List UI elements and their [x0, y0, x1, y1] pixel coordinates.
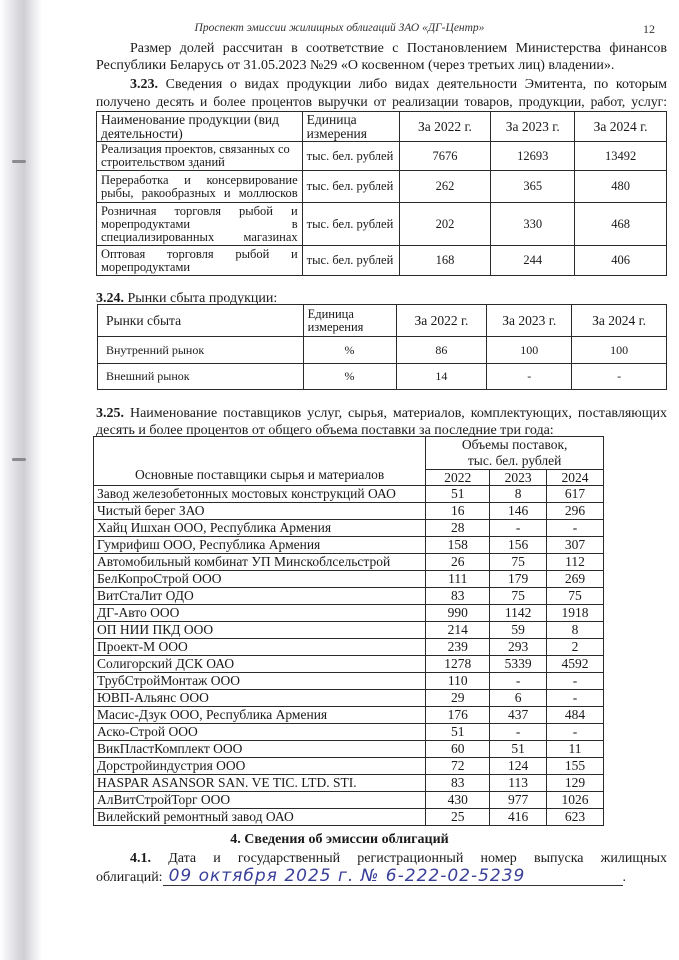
cell-name: ВитСтаЛит ОДО: [94, 588, 426, 605]
cell-value: 1026: [547, 792, 604, 809]
table-row: [94, 554, 604, 571]
cell-name: Солигорский ДСК ОАО: [94, 656, 426, 673]
cell-unit: тыс. бел. рублей: [302, 171, 399, 203]
header-cell-volume: [426, 437, 604, 470]
table-row: [97, 246, 667, 276]
cell-value: -: [490, 520, 547, 537]
table-row: [94, 520, 604, 537]
cell-unit: %: [303, 364, 396, 390]
cell-name: HASPAR ASANSOR SAN. VE TIC. LTD. STI.: [94, 775, 426, 792]
cell-unit: тыс. бел. рублей: [302, 203, 399, 246]
cell-value: 176: [426, 707, 490, 724]
header-cell: Единица измерения: [303, 305, 396, 337]
cell-value: -: [547, 690, 604, 707]
section-text: Наименование поставщиков услуг, сырья, материалов, комплектующих, поставляющих: [129, 406, 667, 421]
cell-value: 307: [547, 537, 604, 554]
cell-name: Оптовая торговля рыбой и морепродуктами: [97, 246, 303, 276]
cell-name: Дорстройиндустрия ООО: [94, 758, 426, 775]
header-cell: За 2023 г.: [491, 112, 575, 142]
cell-value: 158: [426, 537, 490, 554]
cell-name: Гумрифиш ООО, Республика Армения: [94, 537, 426, 554]
table-row: [94, 537, 604, 554]
cell-value: 83: [426, 588, 490, 605]
cell-value: 990: [426, 605, 490, 622]
table-row: [94, 486, 604, 503]
cell-value: -: [547, 520, 604, 537]
cell-value: 14: [396, 364, 487, 390]
page-number: 12: [643, 22, 655, 36]
field-label: облигаций:: [96, 870, 163, 885]
cell-value: 75: [490, 588, 547, 605]
cell-value: 977: [490, 792, 547, 809]
cell-value: 86: [396, 337, 487, 364]
cell-value: 129: [547, 775, 604, 792]
cell-unit: %: [303, 337, 396, 364]
cell-value: 100: [572, 337, 667, 364]
section-text: Рынки сбыта продукции:: [127, 291, 278, 306]
punch-mark: [12, 458, 26, 461]
header-cell: За 2022 г.: [399, 112, 491, 142]
cell-value: 179: [490, 571, 547, 588]
header-text: Объемы поставок,: [461, 437, 568, 452]
table-row: [94, 673, 604, 690]
table-row: [94, 622, 604, 639]
cell-value: 239: [426, 639, 490, 656]
cell-name: Аско-Строй ООО: [94, 724, 426, 741]
cell-value: 5339: [490, 656, 547, 673]
cell-name: АлВитСтройТорг ООО: [94, 792, 426, 809]
cell-value: 13492: [575, 142, 667, 171]
cell-value: 51: [426, 486, 490, 503]
section-number: 3.23.: [130, 77, 158, 92]
table-row: [94, 707, 604, 724]
header-cell: Рынки сбыта: [98, 305, 304, 337]
sales-markets-table: [97, 304, 667, 390]
cell-value: 244: [491, 246, 575, 276]
cell-value: 124: [490, 758, 547, 775]
cell-value: 12693: [491, 142, 575, 171]
table-row: [94, 639, 604, 656]
cell-value: 110: [426, 673, 490, 690]
cell-value: 1142: [490, 605, 547, 622]
cell-name: ВикПластКомплект ООО: [94, 741, 426, 758]
cell-value: 75: [547, 588, 604, 605]
table-row: [94, 775, 604, 792]
section-text: десять и более процентов от общего объема поставки за последние три года:: [96, 423, 554, 438]
table-header-row: [94, 437, 604, 470]
cell-value: 262: [399, 171, 491, 203]
cell-value: 2: [547, 639, 604, 656]
cell-value: 60: [426, 741, 490, 758]
cell-name: Переработка и консервирование рыбы, ракообразных и моллюсков: [97, 171, 303, 203]
revenue-by-activity-table: [96, 111, 667, 276]
cell-value: 437: [490, 707, 547, 724]
cell-name: ЮВП-Альянс ООО: [94, 690, 426, 707]
cell-value: 6: [490, 690, 547, 707]
cell-value: 480: [575, 171, 667, 203]
cell-name: Хайц Ишхан ООО, Республика Армения: [94, 520, 426, 537]
section-4-1: [96, 850, 667, 886]
supplier-rows: [94, 486, 604, 826]
section-4-title: 4. Сведения об эмиссии облигаций: [230, 832, 449, 847]
year-cell: 2022: [426, 470, 490, 486]
cell-value: 484: [547, 707, 604, 724]
cell-value: 623: [547, 809, 604, 826]
cell-name: БелКопроСтрой ООО: [94, 571, 426, 588]
cell-name: Автомобильный комбинат УП Минскоблсельстрой: [94, 554, 426, 571]
cell-value: -: [547, 673, 604, 690]
cell-value: 72: [426, 758, 490, 775]
cell-value: 113: [490, 775, 547, 792]
cell-name: Внутренний рынок: [98, 337, 304, 364]
table-row: [94, 758, 604, 775]
cell-value: -: [487, 364, 572, 390]
cell-value: 214: [426, 622, 490, 639]
section-3-23-text: [96, 76, 667, 110]
cell-value: 416: [490, 809, 547, 826]
trailing-period: .: [622, 870, 626, 885]
suppliers-table: [93, 436, 604, 826]
cell-name: ТрубСтройМонтаж ООО: [94, 673, 426, 690]
registration-line: [96, 867, 626, 886]
year-cell: 2024: [547, 470, 604, 486]
header-cell: За 2023 г.: [487, 305, 572, 337]
header-cell: За 2022 г.: [396, 305, 487, 337]
cell-value: -: [490, 673, 547, 690]
section-number: 3.25.: [96, 406, 124, 421]
cell-value: 1918: [547, 605, 604, 622]
cell-unit: тыс. бел. рублей: [302, 142, 399, 171]
cell-value: 7676: [399, 142, 491, 171]
cell-value: -: [490, 724, 547, 741]
header-cell: За 2024 г.: [572, 305, 667, 337]
cell-value: 293: [490, 639, 547, 656]
section-text: Сведения о видах продукции либо видах деятельности Эмитента, по которым: [165, 77, 667, 92]
cell-name: Масис-Дзук ООО, Республика Армения: [94, 707, 426, 724]
table-row: [94, 588, 604, 605]
intro-line-2: Республики Беларусь от 31.05.2023 №29 «О косвенном (через третьих лиц) владении».: [96, 58, 615, 73]
table-row: [94, 809, 604, 826]
cell-value: 406: [575, 246, 667, 276]
cell-name: Проект-М ООО: [94, 639, 426, 656]
cell-value: 51: [426, 724, 490, 741]
cell-name: Внешний рынок: [98, 364, 304, 390]
cell-value: 111: [426, 571, 490, 588]
table-row: [94, 690, 604, 707]
cell-name: Розничная торговля рыбой и морепродуктами в специализированных магазинах: [97, 203, 303, 246]
cell-value: 100: [487, 337, 572, 364]
cell-value: 28: [426, 520, 490, 537]
cell-name: ДГ-Авто ООО: [94, 605, 426, 622]
handwritten-registration: 09 октября 2025 г. № 6-222-02-5239: [163, 867, 623, 886]
intro-paragraph: [96, 40, 667, 74]
cell-value: 8: [490, 486, 547, 503]
cell-value: 202: [399, 203, 491, 246]
cell-value: 8: [547, 622, 604, 639]
cell-value: 296: [547, 503, 604, 520]
section-number: 3.24.: [96, 291, 124, 306]
cell-value: 11: [547, 741, 604, 758]
cell-value: 75: [490, 554, 547, 571]
table-row: [94, 792, 604, 809]
cell-value: 155: [547, 758, 604, 775]
cell-value: 25: [426, 809, 490, 826]
cell-value: 29: [426, 690, 490, 707]
table-header-row: [98, 305, 667, 337]
cell-value: 168: [399, 246, 491, 276]
cell-value: -: [547, 724, 604, 741]
cell-name: Завод железобетонных мостовых конструкций ОАО: [94, 486, 426, 503]
cell-value: 16: [426, 503, 490, 520]
cell-value: 1278: [426, 656, 490, 673]
running-header: Проспект эмиссии жилищных облигаций ЗАО «ДГ-Центр»: [194, 22, 485, 34]
cell-name: Чистый берег ЗАО: [94, 503, 426, 520]
header-cell: За 2024 г.: [575, 112, 667, 142]
cell-value: 430: [426, 792, 490, 809]
table-row: [94, 656, 604, 673]
cell-value: 51: [490, 741, 547, 758]
cell-value: 468: [575, 203, 667, 246]
scan-margin-shadow: [0, 0, 42, 960]
cell-value: 330: [491, 203, 575, 246]
year-cell: 2023: [490, 470, 547, 486]
cell-name: Реализация проектов, связанных со строительством зданий: [97, 142, 303, 171]
table-row: [94, 571, 604, 588]
table-row: [97, 171, 667, 203]
cell-value: 156: [490, 537, 547, 554]
cell-value: 59: [490, 622, 547, 639]
header-cell: Основные поставщики сырья и материалов: [94, 437, 426, 486]
table-row: [94, 724, 604, 741]
table-row: [94, 741, 604, 758]
section-text: получено десять и более процентов выручки от реализации товаров, продукции, работ, услуг:: [96, 94, 667, 109]
table-row: [97, 142, 667, 171]
header-cell: Единица измерения: [302, 112, 399, 142]
section-number: 4.1.: [130, 851, 151, 866]
header-cell: Наименование продукции (вид деятельности): [97, 112, 303, 142]
cell-value: 26: [426, 554, 490, 571]
cell-value: 146: [490, 503, 547, 520]
section-text: Дата и государственный регистрационный номер выпуска жилищных: [168, 851, 668, 866]
cell-name: ОП НИИ ПКД ООО: [94, 622, 426, 639]
table-row: [94, 605, 604, 622]
table-row: [97, 203, 667, 246]
cell-value: -: [572, 364, 667, 390]
cell-value: 4592: [547, 656, 604, 673]
table-row: [98, 364, 667, 390]
section-3-25-text: [96, 405, 667, 439]
cell-value: 269: [547, 571, 604, 588]
intro-line-1: Размер долей рассчитан в соответствие с Постановлением Министерства финансов: [130, 41, 667, 56]
header-text: тыс. бел. рублей: [467, 453, 562, 468]
cell-name: Вилейский ремонтный завод ОАО: [94, 809, 426, 826]
punch-mark: [12, 160, 26, 163]
cell-value: 617: [547, 486, 604, 503]
table-header-row: [97, 112, 667, 142]
cell-value: 112: [547, 554, 604, 571]
table-row: [98, 337, 667, 364]
cell-value: 365: [491, 171, 575, 203]
table-row: [94, 503, 604, 520]
cell-value: 83: [426, 775, 490, 792]
cell-unit: тыс. бел. рублей: [302, 246, 399, 276]
